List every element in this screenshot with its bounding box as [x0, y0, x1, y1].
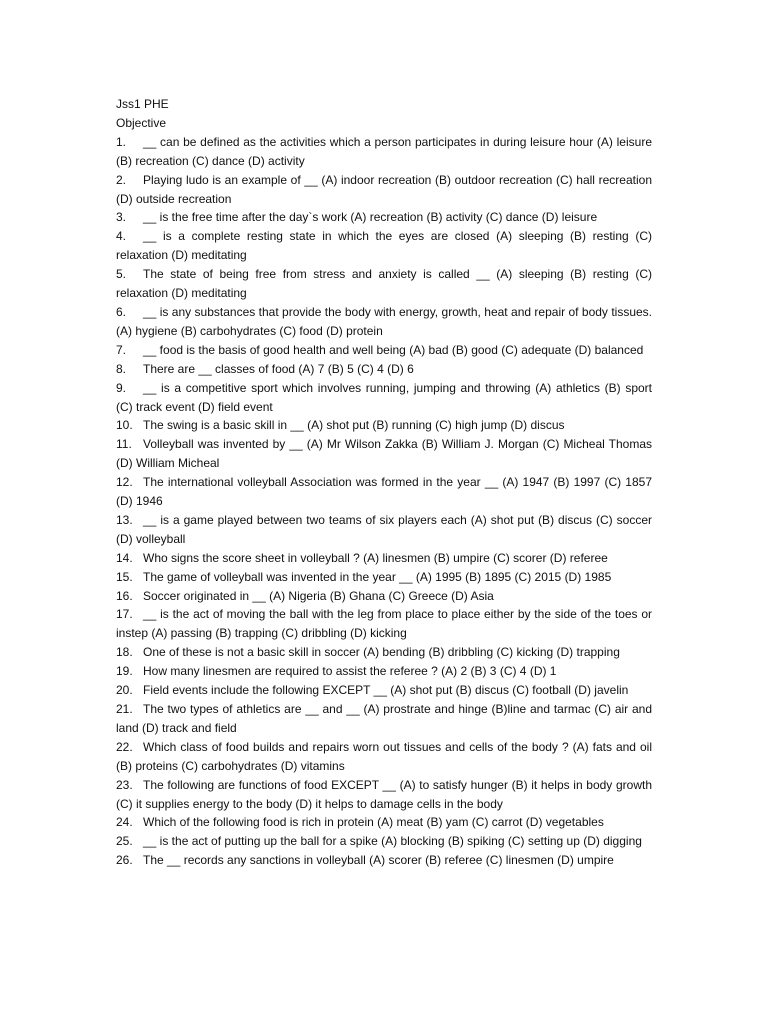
- document-title: Jss1 PHE: [116, 97, 169, 111]
- question-text: Playing ludo is an example of __ (A) indoor recreation (B) outdoor recreation (C) hall recreation (D) outside recreation: [116, 172, 652, 206]
- question-number: 10.: [116, 418, 133, 433]
- question-number: 2.: [116, 172, 127, 187]
- question-text: The following are functions of food EXCEPT __ (A) to satisfy hunger (B) it helps in body growth (C) it supplies energy to the body (D) it helps to damage cells in the body: [116, 777, 652, 811]
- question-text: Soccer originated in __ (A) Nigeria (B) Ghana (C) Greece (D) Asia: [143, 588, 494, 603]
- question-item: [116, 700, 652, 738]
- question-item: [116, 360, 652, 379]
- question-text: Which class of food builds and repairs worn out tissues and cells of the body ? (A) fats and oil (B) proteins (C) carbohydrates (D) vitamins: [116, 739, 652, 773]
- section-heading: Objective: [116, 115, 167, 130]
- question-list: [116, 133, 652, 870]
- question-number: 22.: [116, 739, 133, 754]
- question-item: [116, 473, 652, 511]
- question-text: The __ records any sanctions in volleyball (A) scorer (B) referee (C) linesmen (D) umpire: [143, 853, 614, 868]
- question-item: [116, 341, 652, 360]
- question-text: __ food is the basis of good health and well being (A) bad (B) good (C) adequate (D) balanced: [143, 342, 644, 357]
- question-number: 25.: [116, 834, 133, 849]
- question-text: How many linesmen are required to assist the referee ? (A) 2 (B) 3 (C) 4 (D) 1: [143, 664, 557, 679]
- question-number: 20.: [116, 683, 133, 698]
- question-text: __ is the free time after the day`s work (A) recreation (B) activity (C) dance (D) leisure: [143, 210, 598, 225]
- question-item: [116, 265, 652, 303]
- question-number: 4.: [116, 229, 127, 244]
- question-number: 15.: [116, 569, 133, 584]
- question-number: 1.: [116, 134, 127, 149]
- question-number: 26.: [116, 853, 133, 868]
- question-item: [116, 208, 652, 227]
- question-number: 9.: [116, 380, 127, 395]
- question-text: Which of the following food is rich in protein (A) meat (B) yam (C) carrot (D) vegetables: [143, 815, 604, 830]
- question-item: [116, 832, 652, 851]
- question-item: [116, 416, 652, 435]
- question-number: 13.: [116, 512, 133, 527]
- question-text: The state of being free from stress and anxiety is called __ (A) sleeping (B) resting (C) relaxation (D) meditating: [116, 267, 652, 301]
- question-item: [116, 379, 652, 417]
- question-number: 5.: [116, 267, 127, 282]
- question-item: [116, 435, 652, 473]
- question-number: 17.: [116, 607, 133, 622]
- question-text: The international volleyball Association was formed in the year __ (A) 1947 (B) 1997 (C) 1857 (D) 1946: [116, 475, 652, 509]
- question-item: [116, 133, 652, 171]
- question-number: 21.: [116, 702, 133, 716]
- question-number: 7.: [116, 342, 127, 357]
- question-number: 18.: [116, 645, 133, 660]
- question-item: [116, 662, 652, 681]
- question-text: __ is any substances that provide the body with energy, growth, heat and repair of body tissues. (A) hygiene (B) carbohydrates (C) food (D) protein: [116, 304, 652, 338]
- question-item: [116, 587, 652, 606]
- question-item: [116, 738, 652, 776]
- question-item: [116, 643, 652, 662]
- question-item: [116, 813, 652, 832]
- question-number: 19.: [116, 664, 133, 679]
- question-text: __ can be defined as the activities which a person participates in during leisure hour (A) leisure (B) recreation (C) dance (D) activity: [116, 134, 652, 168]
- question-text: One of these is not a basic skill in soccer (A) bending (B) dribbling (C) kicking (D) trapping: [143, 645, 620, 660]
- question-number: 24.: [116, 815, 133, 830]
- question-number: 6.: [116, 304, 127, 319]
- question-text: The game of volleyball was invented in the year __ (A) 1995 (B) 1895 (C) 2015 (D) 1985: [143, 569, 612, 584]
- question-text: The two types of athletics are __ and __ (A) prostrate and hinge (B)line and tarmac (C) air and land (D) track and field: [116, 702, 652, 735]
- question-number: 8.: [116, 361, 127, 376]
- question-item: [116, 776, 652, 814]
- question-text: The swing is a basic skill in __ (A) shot put (B) running (C) high jump (D) discus: [143, 418, 565, 433]
- question-item: [116, 511, 652, 549]
- question-item: [116, 568, 652, 587]
- question-item: [116, 851, 652, 870]
- question-item: [116, 303, 652, 341]
- question-number: 11.: [116, 437, 132, 452]
- question-text: Field events include the following EXCEPT __ (A) shot put (B) discus (C) football (D) javelin: [143, 683, 629, 698]
- question-text: __ is a complete resting state in which the eyes are closed (A) sleeping (B) resting (C) relaxation (D) meditating: [116, 229, 652, 263]
- question-number: 14.: [116, 550, 133, 565]
- question-number: 3.: [116, 210, 127, 225]
- document-page: [116, 95, 652, 870]
- question-text: __ is a game played between two teams of six players each (A) shot put (B) discus (C) soccer (D) volleyball: [116, 512, 652, 546]
- question-item: [116, 605, 652, 643]
- question-text: __ is a competitive sport which involves running, jumping and throwing (A) athletics (B) sport (C) track event (D) field event: [116, 380, 652, 414]
- question-text: __ is the act of putting up the ball for a spike (A) blocking (B) spiking (C) setting up (D) digging: [143, 834, 642, 849]
- question-number: 16.: [116, 588, 133, 603]
- question-text: Who signs the score sheet in volleyball ? (A) linesmen (B) umpire (C) scorer (D) referee: [143, 550, 608, 565]
- question-item: [116, 681, 652, 700]
- question-item: [116, 171, 652, 209]
- question-number: 12.: [116, 475, 133, 490]
- question-item: [116, 227, 652, 265]
- question-text: Volleyball was invented by __ (A) Mr Wilson Zakka (B) William J. Morgan (C) Micheal Thomas (D) William Micheal: [116, 437, 652, 471]
- question-text: There are __ classes of food (A) 7 (B) 5 (C) 4 (D) 6: [143, 361, 414, 376]
- question-text: __ is the act of moving the ball with the leg from place to place either by the side of the toes or instep (A) passing (B) trapping (C) dribbling (D) kicking: [116, 607, 652, 641]
- question-number: 23.: [116, 777, 133, 792]
- question-item: [116, 549, 652, 568]
